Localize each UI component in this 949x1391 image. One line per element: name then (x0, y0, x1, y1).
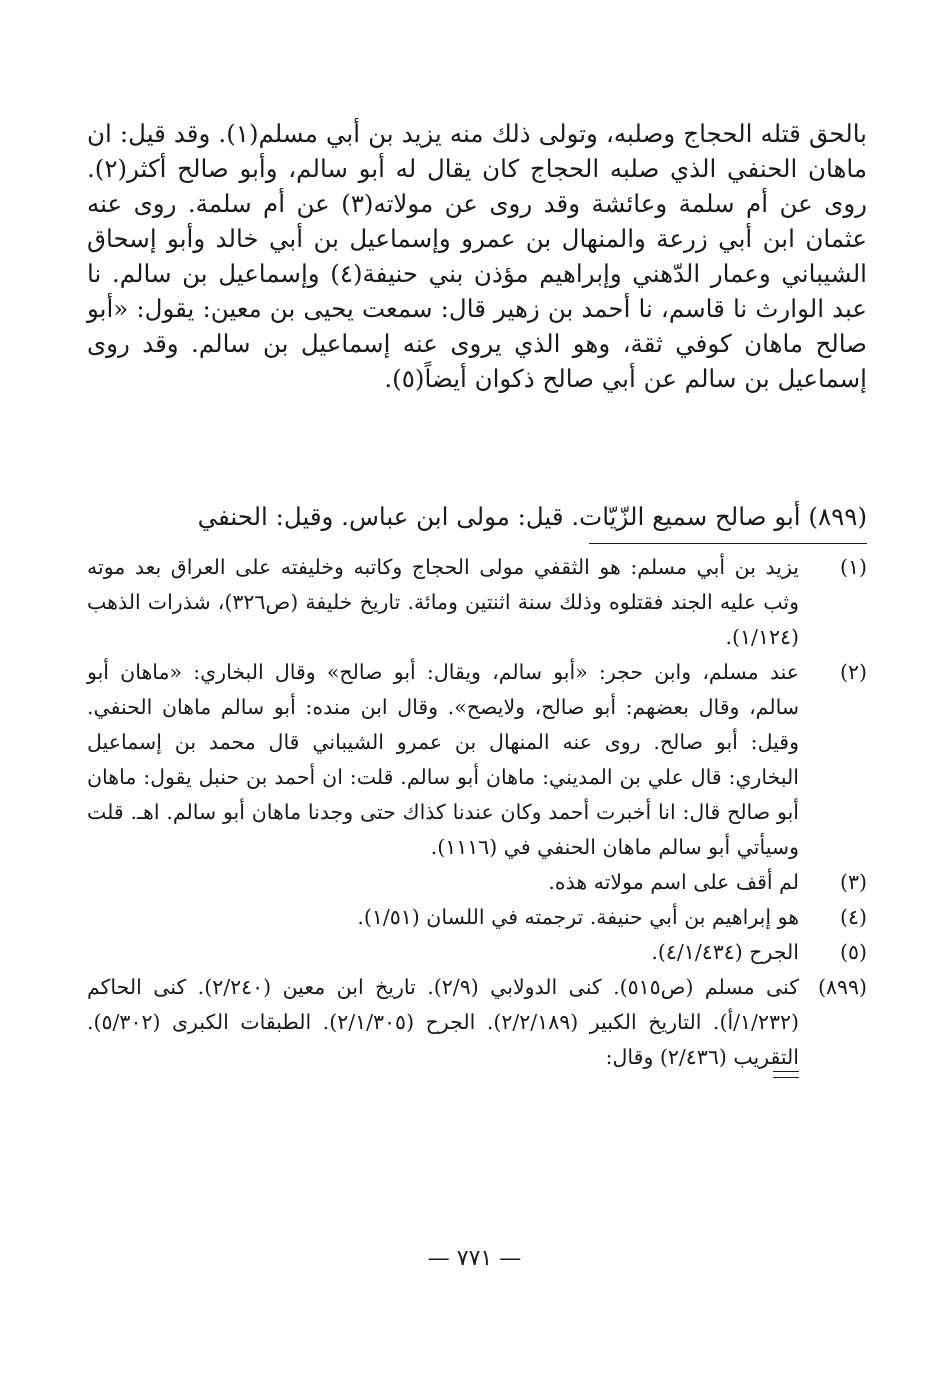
footnote-4 (87, 900, 867, 935)
footnote-separator-rule (589, 543, 867, 544)
footnote-899 (87, 970, 867, 1078)
footnote-text: يزيد بن أبي مسلم: هو الثقفي مولى الحجاج وكاتبه وخليفته على العراق بعد موته وثب عليه الجند فقتلوه وذلك سنة اثنتين ومائة. تاريخ خليفة (ص٣٢٦)، شذرات الذهب (١/١٢٤). (87, 555, 800, 649)
footnote-number: (١) (839, 555, 867, 579)
main-text-block (87, 116, 867, 396)
footnote-number: (٥) (839, 940, 867, 964)
footnotes-block (87, 550, 867, 1078)
footnote-text: عند مسلم، وابن حجر: «أبو سالم، ويقال: أبو صالح» وقال البخاري: «ماهان أبو سالم، وقال بعضهم: أبو صالح، ولايصح». وقال ابن منده: أبو سالم ماهان الحنفي. وقيل: أبو صالح. روى عنه المنهال بن عمرو الشيباني قال محمد بن إسماعيل البخاري: قال علي بن المديني: ماهان أبو سالم. قلت: ان أحمد بن حنبل يقول: ماهان أبو صالح قال: انا أخبرت أحمد وكان عندنا كذاك حتى وجدنا ماهان أبو سالم. اهـ. قلت وسيأتي أبو سالم ماهان الحنفي في (١١١٦). (87, 660, 799, 859)
footnote-number: (٣) (839, 870, 867, 894)
footnote-text-content: كنى مسلم (ص٥١٥). كنى الدولابي (٢/٩). تاريخ ابن معين (٢/٢٤٠). كنى الحاكم (١/٢٣٢/أ). التاريخ الكبير (٢/٢/١٨٩). الجرح (٢/١/٣٠٥). الطبقات الكبرى (٥/٣٠٢). التقريب (٢/٤٣٦) وقال: (87, 975, 799, 1069)
footnote-number: (٤) (839, 905, 867, 929)
footnote-number: (٢) (839, 660, 867, 684)
entry-heading: (٨٩٩) أبو صالح سميع الزّيّات. قيل: مولى ابن عباس. وقيل: الحنفي (197, 502, 867, 531)
continuation-mark (773, 1071, 799, 1078)
footnote-text (87, 970, 799, 1078)
footnote-3 (87, 865, 867, 900)
footnote-text: لم أقف على اسم مولاته هذه. (548, 870, 799, 894)
footnote-number: (٨٩٩) (817, 975, 867, 999)
footnote-5 (87, 935, 867, 970)
footnote-text: هو إبراهيم بن أبي حنيفة. ترجمته في اللسان (١/٥١). (357, 905, 799, 929)
footnote-1 (87, 550, 867, 655)
footnote-text: الجرح (٤/١/٤٣٤). (651, 940, 799, 964)
main-paragraph: بالحق قتله الحجاج وصلبه، وتولى ذلك منه يزيد بن أبي مسلم(١). وقد قيل: ان ماهان الحنفي الذي صلبه الحجاج كان يقال له أبو سالم، وأبو صالح أكثر(٢). روى عن أم سلمة وعائشة وقد روى عن مولاته(٣) عن أم سلمة. روى عنه عثمان ابن أبي زرعة والمنهال بن عمرو وإسماعيل بن أبي خالد وأبو إسحاق الشيباني وعمار الدّهني وإبراهيم مؤذن بني حنيفة(٤) وإسماعيل بن سالم. نا عبد الوارث نا قاسم، نا أحمد بن زهير قال: سمعت يحيى بن معين: يقول: «أبو صالح ماهان كوفي ثقة، وهو الذي يروى عنه إسماعيل بن سالم. وقد روى إسماعيل بن سالم عن أبي صالح ذكوان أيضاً(٥). (87, 119, 867, 393)
page-number: — ٧٧١ — (427, 1246, 522, 1271)
footnote-2 (87, 655, 867, 865)
